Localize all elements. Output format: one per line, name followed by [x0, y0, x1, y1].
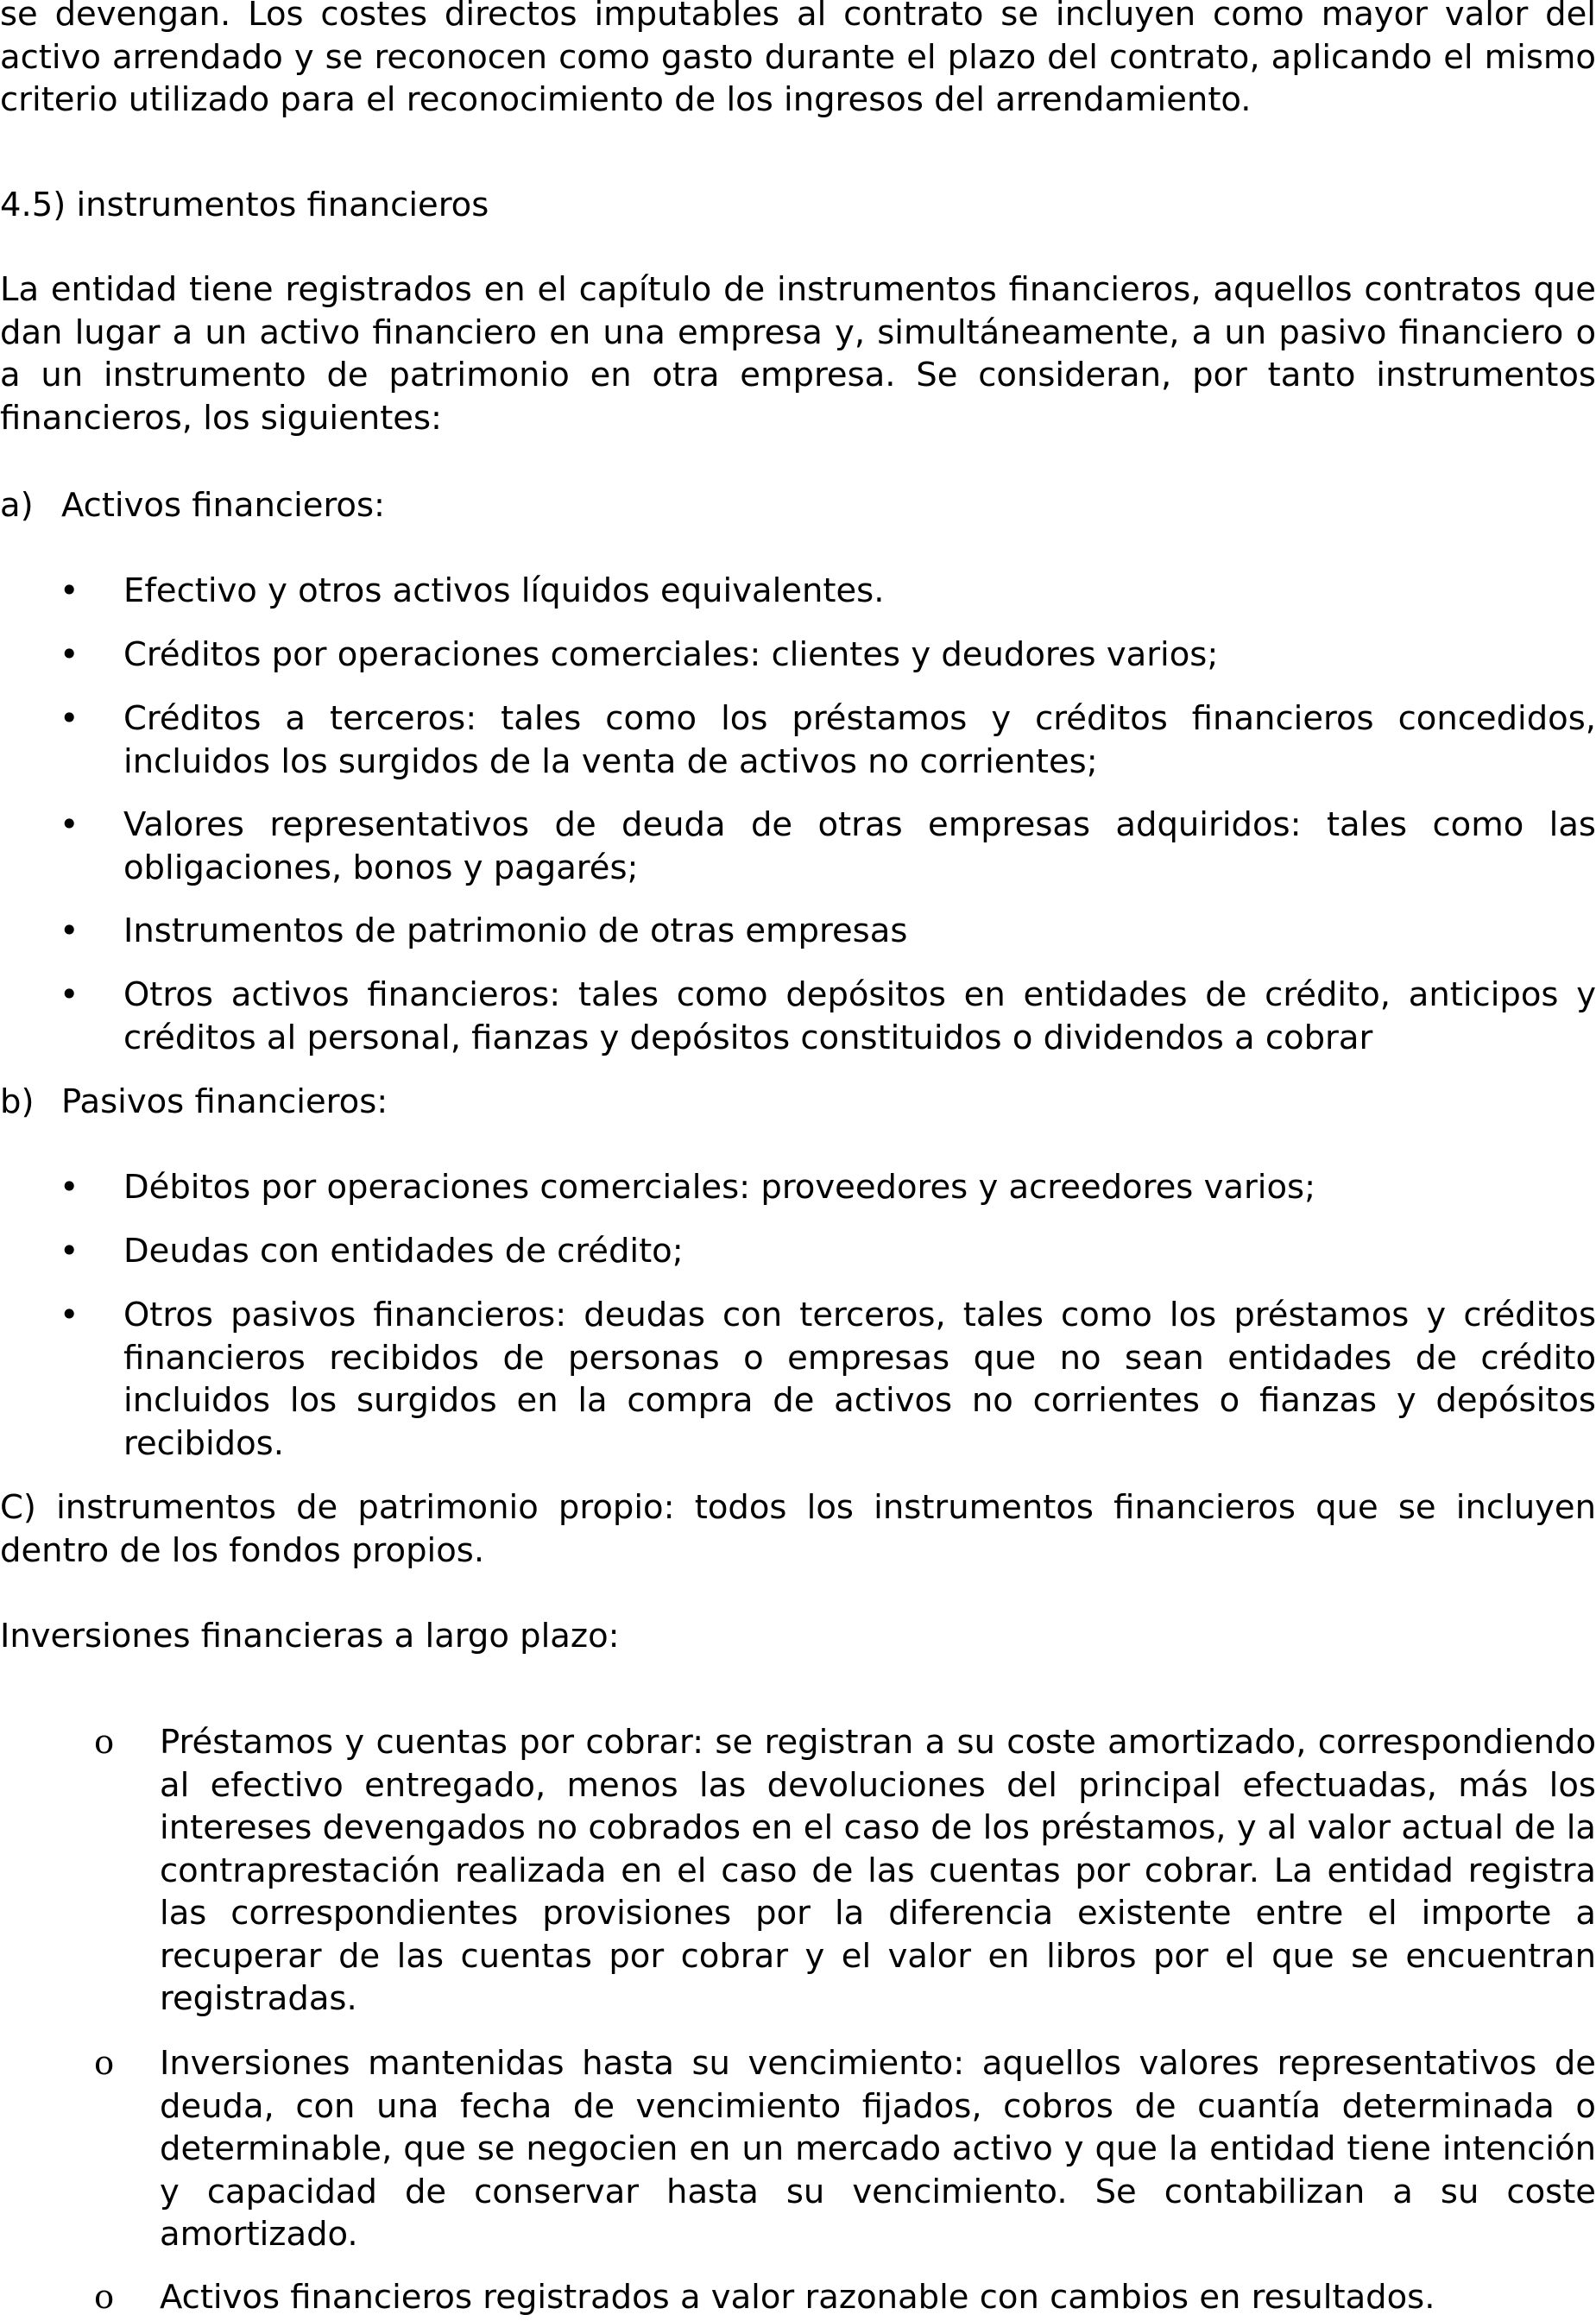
list-item-text: Inversiones mantenidas hasta su vencimiento: aquellos valores representativos de deuda, con una fecha de vencimiento fijados, cobros de cuantía determinada o determinable, que se negocien en un mercado activo y que la entidad tiene intención y capacidad de conservar hasta su vencimiento. Se contabilizan a su coste amortizado. [160, 2044, 1596, 2254]
list-item-text: Débitos por operaciones comerciales: proveedores y acreedores varios; [123, 1168, 1316, 1207]
liabilities-label: b) [0, 1082, 35, 1121]
list-item-text: Instrumentos de patrimonio de otras empresas [123, 911, 908, 950]
list-item [0, 1294, 1596, 1466]
list-item [0, 2042, 1596, 2258]
list-item [0, 910, 1596, 953]
list-item [0, 1230, 1596, 1273]
list-item [0, 697, 1596, 784]
long-term-heading: Inversiones financieras a largo plazo: [0, 1617, 620, 1656]
list-item [0, 2276, 1596, 2319]
equity-paragraph: C) instrumentos de patrimonio propio: todos los instrumentos financieros que se incluyen dentro de los fondos propios. [0, 1488, 1596, 1570]
list-item [0, 1721, 1596, 2023]
section-intro-paragraph: La entidad tiene registrados en el capítulo de instrumentos financieros, aquellos contratos que dan lugar a un activo financiero en una empresa y, simultáneamente, a un pasivo financiero o a un instrumento de patrimonio en otra empresa. Se consideran, por tanto instrumentos financieros, los siguientes: [0, 270, 1596, 438]
list-item [0, 804, 1596, 890]
intro-paragraph: se devengan. Los costes directos imputables al contrato se incluyen como mayor valor del activo arrendado y se reconocen como gasto durante el plazo del contrato, aplicando el mismo criterio utilizado para el reconocimiento de los ingresos del arrendamiento. [0, 0, 1596, 119]
bullet-icon: • [60, 1232, 79, 1270]
liabilities-title: Pasivos financieros: [61, 1082, 388, 1121]
bullet-icon: • [60, 805, 79, 843]
circle-bullet-icon: o [94, 2278, 115, 2317]
liabilities-heading [0, 1081, 1596, 1124]
list-item [0, 634, 1596, 677]
bullet-icon: • [60, 1168, 79, 1206]
assets-label: a) [0, 486, 34, 525]
list-item-text: Deudas con entidades de crédito; [123, 1232, 684, 1271]
circle-bullet-icon: o [94, 1723, 115, 1762]
list-item-text: Créditos a terceros: tales como los préstamos y créditos financieros concedidos, incluidos los surgidos de la venta de activos no corrientes; [123, 699, 1596, 781]
bullet-icon: • [60, 635, 79, 673]
list-item-text: Valores representativos de deuda de otras empresas adquiridos: tales como las obligaciones, bonos y pagarés; [123, 805, 1596, 887]
list-item-text: Efectivo y otros activos líquidos equivalentes. [123, 571, 885, 610]
assets-title: Activos financieros: [61, 486, 386, 525]
list-item-text: Otros activos financieros: tales como depósitos en entidades de crédito, anticipos y créditos al personal, fianzas y depósitos constituidos o dividendos a cobrar [123, 975, 1596, 1057]
list-item [0, 1166, 1596, 1209]
circle-bullet-icon: o [94, 2044, 115, 2083]
bullet-icon: • [60, 699, 79, 737]
bullet-icon: • [60, 1296, 79, 1334]
bullet-icon: • [60, 975, 79, 1013]
list-item-text: Préstamos y cuentas por cobrar: se registran a su coste amortizado, correspondiendo al efectivo entregado, menos las devoluciones del principal efectuadas, más los intereses devengados no cobrados en el caso de los préstamos, y al valor actual de la contraprestación realizada en el caso de las cuentas por cobrar. La entidad registra las correspondientes provisiones por la diferencia existente entre el importe a recuperar de las cuentas por cobrar y el valor en libros por el que se encuentran registradas. [160, 1723, 1596, 2018]
list-item-text: Otros pasivos financieros: deudas con terceros, tales como los préstamos y créditos financieros recibidos de personas o empresas que no sean entidades de crédito incluidos los surgidos en la compra de activos no corrientes o fianzas y depósitos recibidos. [123, 1296, 1596, 1463]
list-item-text: Activos financieros registrados a valor razonable con cambios en resultados. [160, 2278, 1435, 2317]
list-item-text: Créditos por operaciones comerciales: clientes y deudores varios; [123, 635, 1219, 674]
section-heading: 4.5) instrumentos financieros [0, 186, 489, 224]
bullet-icon: • [60, 571, 79, 609]
list-item [0, 570, 1596, 613]
assets-heading [0, 484, 1596, 527]
list-item [0, 974, 1596, 1060]
bullet-icon: • [60, 911, 79, 949]
